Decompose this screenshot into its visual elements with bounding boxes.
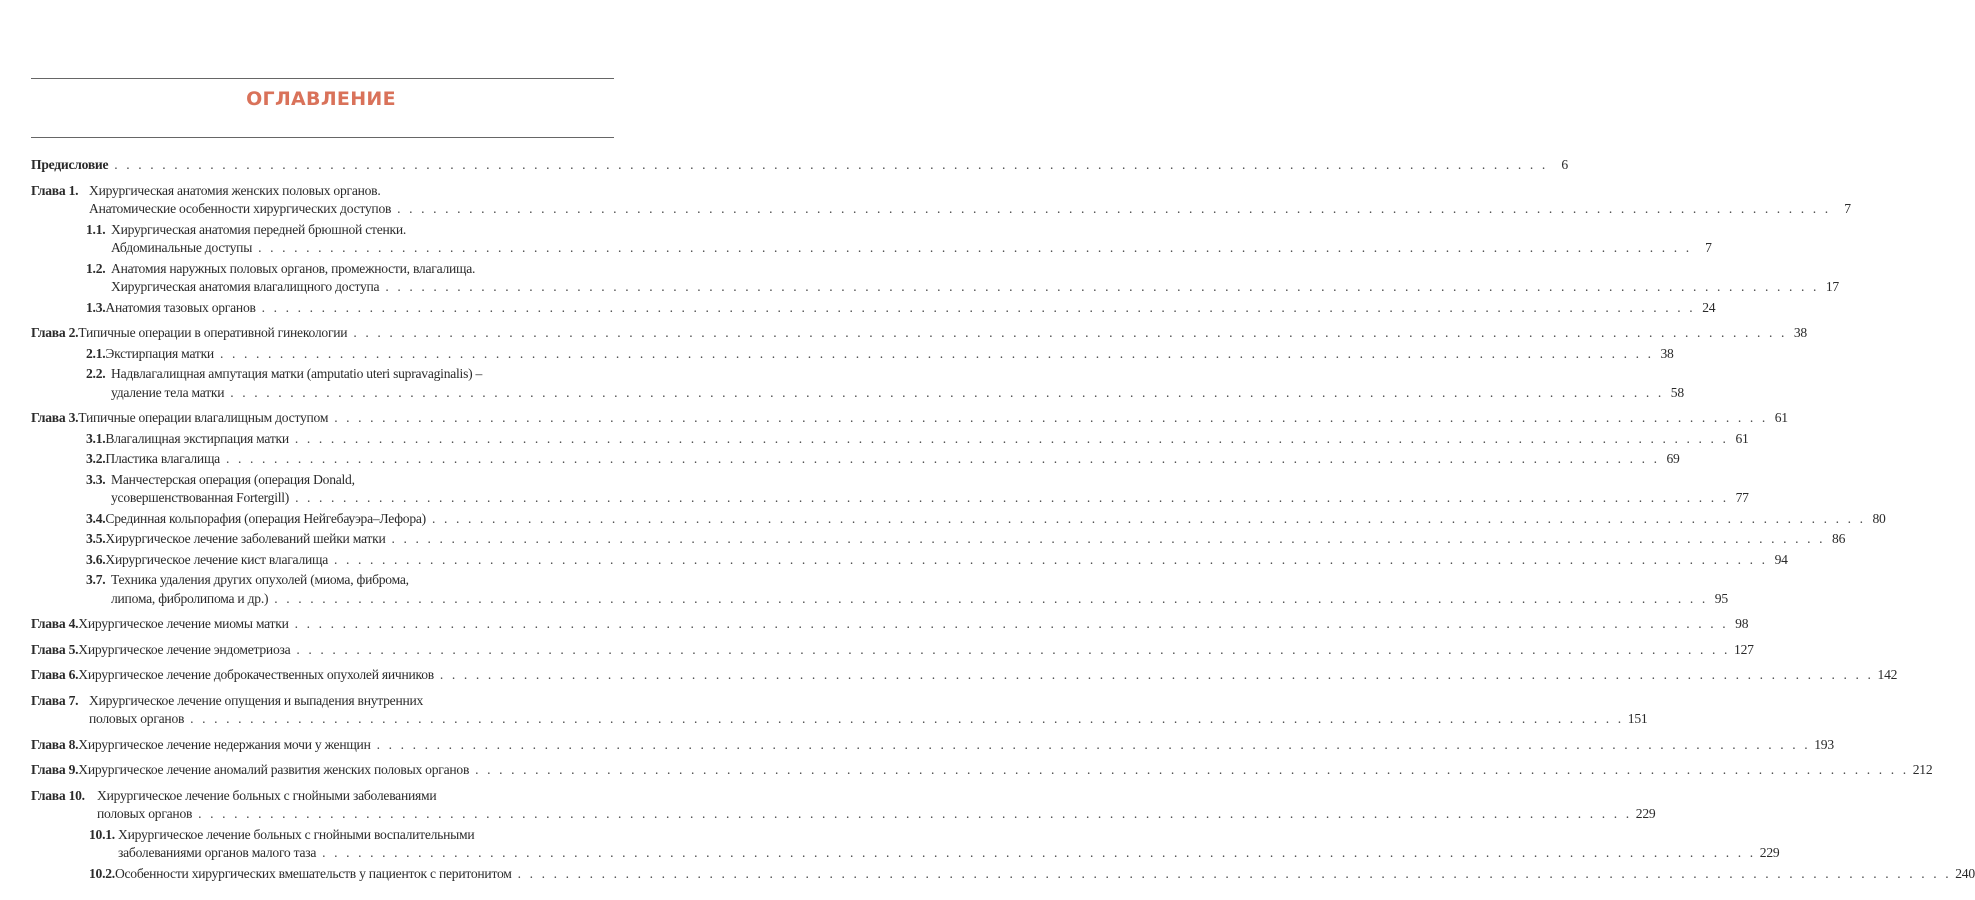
toc-line [31, 530, 1846, 549]
entry-number: 2.1. [86, 345, 106, 361]
toc-line [31, 615, 1749, 634]
page-number: 38 [1793, 325, 1807, 340]
dot-leader: . . . . . . . . . . . . . . . . . . . . . . . . . . . . . . . . . . . . . . . . . . . . . . . . . . . . . . . . . . . . . . . . . . . . . . . . . . . . . . . . . . . . . . . . . . . . . . . . . . . . . . . . . . . . . . . . . . . . . . . . [294, 430, 1729, 446]
page-number: 142 [1877, 667, 1898, 682]
page-number: 61 [1774, 410, 1788, 425]
toc-line [31, 510, 1886, 529]
entry-number: Глава 7. [31, 692, 79, 708]
entry-title-text: Хирургическое лечение доброкачественных опухолей яичников [78, 667, 434, 682]
toc-entry[interactable] [31, 345, 1674, 364]
toc-line [31, 489, 1749, 508]
toc-entry[interactable] [31, 736, 1834, 755]
entry-title-text: Техника удаления других опухолей (миома, фиброма, [111, 572, 409, 587]
entry-number: Глава 2. [31, 325, 79, 340]
entry-title-text: Анатомия наружных половых органов, промежности, влагалища. [111, 260, 476, 276]
entry-number: 10.2. [89, 865, 115, 881]
entry-title-text: Анатомические особенности хирургических доступов [89, 201, 392, 216]
page-number: 229 [1759, 845, 1780, 860]
toc-entry[interactable] [31, 641, 1754, 660]
toc-entry[interactable] [31, 156, 1568, 175]
dot-leader: . . . . . . . . . . . . . . . . . . . . . . . . . . . . . . . . . . . . . . . . . . . . . . . . . . . . . . . . . . . . . . . . . . . . . . . . . . . . . . . . . . . . . . . . . . . . . . . . . . . . . . . . . . . . . . . . . . . . . . . . [431, 510, 1866, 526]
entry-title: Предисловие [31, 157, 109, 172]
toc-line [31, 641, 1754, 660]
toc-line [31, 409, 1788, 428]
toc-line [31, 844, 1780, 863]
entry-number: 2.2. [86, 366, 106, 381]
page-number: 94 [1774, 551, 1788, 567]
dot-leader: . . . . . . . . . . . . . . . . . . . . . . . . . . . . . . . . . . . . . . . . . . . . . . . . . . . . . . . . . . . . . . . . . . . . . . . . . . . . . . . . . . . . . . . . . . . . . . . . . . . . . . . . . . . . . . . . . . . . . . . . [475, 762, 1909, 777]
entry-title-text: Хирургическое лечение опущения и выпадения внутренних [89, 692, 424, 708]
toc-line [31, 692, 614, 711]
page-number: 98 [1735, 616, 1749, 631]
toc-entry[interactable] [31, 182, 1851, 219]
entry-number: 3.5. [86, 531, 106, 546]
dot-leader: . . . . . . . . . . . . . . . . . . . . . . . . . . . . . . . . . . . . . . . . . . . . . . . . . . . . . . . . . . . . . . . . . . . . . . . . . . . . . . . . . . . . . . . . . . . . . . . . . . . . . . . . . . . . . . . . . . . . . . . . [258, 240, 1692, 255]
dot-leader: . . . . . . . . . . . . . . . . . . . . . . . . . . . . . . . . . . . . . . . . . . . . . . . . . . . . . . . . . . . . . . . . . . . . . . . . . . . . . . . . . . . . . . . . . . . . . . . . . . . . . . . . . . . . . . . . . . . . . . . . [295, 490, 1729, 505]
entry-number: 3.6. [86, 551, 106, 567]
dot-leader: . . . . . . . . . . . . . . . . . . . . . . . . . . . . . . . . . . . . . . . . . . . . . . . . . . . . . . . . . . . . . . . . . . . . . . . . . . . . . . . . . . . . . . . . . . . . . . . . . . . . . . . . . . . . . . . . . . . . . . . . [334, 551, 1768, 567]
dot-leader: . . . . . . . . . . . . . . . . . . . . . . . . . . . . . . . . . . . . . . . . . . . . . . . . . . . . . . . . . . . . . . . . . . . . . . . . . . . . . . . . . . . . . . . . . . . . . . . . . . . . . . . . . . . . . . . . . . . . . . . . [230, 384, 1664, 400]
page-number: 17 [1825, 279, 1839, 294]
page-number: 86 [1832, 531, 1846, 546]
page-number: 212 [1912, 762, 1933, 777]
entry-number: 1.3. [86, 299, 106, 315]
dot-leader: . . . . . . . . . . . . . . . . . . . . . . . . . . . . . . . . . . . . . . . . . . . . . . . . . . . . . . . . . . . . . . . . . . . . . . . . . . . . . . . . . . . . . . . . . . . . . . . . . . . . . . . . . . . . . . . . . . . . . . . . [296, 641, 1731, 657]
entry-title-text: Типичные операции в оперативной гинекологии [78, 325, 348, 340]
table-of-contents [31, 156, 1975, 885]
dot-leader: . . . . . . . . . . . . . . . . . . . . . . . . . . . . . . . . . . . . . . . . . . . . . . . . . . . . . . . . . . . . . . . . . . . . . . . . . . . . . . . . . . . . . . . . . . . . . . . . . . . . . . . . . . . . . . . . . . . . . . . . [385, 279, 1819, 294]
dot-leader: . . . . . . . . . . . . . . . . . . . . . . . . . . . . . . . . . . . . . . . . . . . . . . . . . . . . . . . . . . . . . . . . . . . . . . . . . . . . . . . . . . . . . . . . . . . . . . . . . . . . . . . . . . . . . . . . . . . . . . . . [322, 845, 1756, 860]
entry-number: Глава 4. [31, 616, 79, 631]
toc-entry[interactable] [31, 571, 1728, 608]
toc-line [31, 666, 1898, 685]
page-number: 127 [1734, 641, 1754, 657]
page-number: 6 [1561, 157, 1568, 172]
toc-entry[interactable] [31, 324, 1807, 343]
toc-entry[interactable] [31, 615, 1749, 634]
entry-title-text: Пластика влагалища [105, 451, 220, 466]
entry-title-text: Экстирпация матки [105, 345, 214, 361]
dot-leader: . . . . . . . . . . . . . . . . . . . . . . . . . . . . . . . . . . . . . . . . . . . . . . . . . . . . . . . . . . . . . . . . . . . . . . . . . . . . . . . . . . . . . . . . . . . . . . . . . . . . . . . . . . . . . . . . . . . . . . . . [334, 410, 1768, 425]
entry-title-text: Срединная кольпорафия (операция Нейгебауэра–Лефора) [105, 510, 426, 526]
entry-title-text: Хирургическое лечение кист влагалища [105, 551, 329, 567]
entry-title-text: Абдоминальные доступы [111, 240, 253, 255]
toc-line [31, 826, 614, 845]
entry-title-text: Хирургическое лечение недержания мочи у женщин [78, 736, 371, 752]
dot-leader: . . . . . . . . . . . . . . . . . . . . . . . . . . . . . . . . . . . . . . . . . . . . . . . . . . . . . . . . . . . . . . . . . . . . . . . . . . . . . . . . . . . . . . . . . . . . . . . . . . . . . . . . . . . . . . . . . . . . . . . . [198, 806, 1632, 821]
toc-entry[interactable] [31, 826, 1780, 863]
dot-leader: . . . . . . . . . . . . . . . . . . . . . . . . . . . . . . . . . . . . . . . . . . . . . . . . . . . . . . . . . . . . . . . . . . . . . . . . . . . . . . . . . . . . . . . . . . . . . . . . . . . . . . . . . . . . . . . . . . . . . . . . [397, 201, 1831, 216]
toc-line [31, 787, 614, 806]
toc-line [31, 324, 1807, 343]
toc-entry[interactable] [31, 666, 1898, 685]
page-number: 61 [1735, 430, 1749, 446]
entry-number: 3.3. [86, 471, 106, 487]
entry-title-text: Влагалищная экстирпация матки [105, 430, 289, 446]
toc-line [31, 365, 614, 384]
page-number: 80 [1872, 510, 1886, 526]
toc-line [31, 278, 1839, 297]
dot-leader: . . . . . . . . . . . . . . . . . . . . . . . . . . . . . . . . . . . . . . . . . . . . . . . . . . . . . . . . . . . . . . . . . . . . . . . . . . . . . . . . . . . . . . . . . . . . . . . . . . . . . . . . . . . . . . . . . . . . . . . . [190, 711, 1624, 726]
toc-line [31, 551, 1788, 570]
dot-leader: . . . . . . . . . . . . . . . . . . . . . . . . . . . . . . . . . . . . . . . . . . . . . . . . . . . . . . . . . . . . . . . . . . . . . . . . . . . . . . . . . . . . . . . . . . . . . . . . . . . . . . . . . . . . . . . . . . . . . . . . [517, 865, 1952, 881]
entry-number: 10.1. [89, 826, 115, 842]
toc-entry[interactable] [31, 365, 1684, 402]
toc-entry[interactable] [31, 692, 1648, 729]
entry-number: 3.2. [86, 451, 106, 466]
page-number: 95 [1714, 590, 1728, 606]
entry-title-text: половых органов [89, 711, 185, 726]
entry-title-text: Хирургическое лечение аномалий развития женских половых органов [78, 762, 470, 777]
entry-number: 3.1. [86, 430, 106, 446]
toc-line [31, 710, 1648, 729]
toc-entry[interactable] [31, 551, 1788, 570]
toc-line [31, 805, 1656, 824]
page-number: 58 [1670, 384, 1684, 400]
page-title: ОГЛАВЛЕНИЕ [246, 88, 396, 110]
page-number: 193 [1814, 736, 1834, 752]
entry-title-text: Хирургическое лечение эндометриоза [78, 641, 291, 657]
toc-entry[interactable] [31, 409, 1788, 428]
entry-title-text: Хирургическая анатомия женских половых органов. [89, 182, 381, 198]
toc-line [31, 736, 1834, 755]
page-number: 229 [1635, 806, 1656, 821]
toc-entry[interactable] [31, 450, 1680, 469]
dot-leader: . . . . . . . . . . . . . . . . . . . . . . . . . . . . . . . . . . . . . . . . . . . . . . . . . . . . . . . . . . . . . . . . . . . . . . . . . . . . . . . . . . . . . . . . . . . . . . . . . . . . . . . . . . . . . . . . . . . . . . . . [225, 451, 1660, 466]
entry-title-text: Хирургическое лечение миомы матки [78, 616, 289, 631]
toc-line [31, 761, 1933, 780]
toc-entry[interactable] [31, 430, 1749, 449]
dot-leader: . . . . . . . . . . . . . . . . . . . . . . . . . . . . . . . . . . . . . . . . . . . . . . . . . . . . . . . . . . . . . . . . . . . . . . . . . . . . . . . . . . . . . . . . . . . . . . . . . . . . . . . . . . . . . . . . . . . . . . . . [439, 667, 1874, 682]
toc-entry[interactable] [31, 787, 1656, 824]
page-number: 151 [1627, 711, 1648, 726]
entry-number: Глава 5. [31, 641, 79, 657]
entry-number: Глава 1. [31, 182, 79, 198]
toc-entry[interactable] [31, 260, 1839, 297]
toc-entry[interactable] [31, 221, 1712, 258]
toc-entry[interactable] [31, 761, 1933, 780]
toc-line [31, 182, 614, 201]
entry-title-text: Анатомия тазовых органов [105, 299, 256, 315]
toc-line [31, 471, 614, 490]
entry-title-text: Хирургическая анатомия передней брюшной стенки. [111, 221, 407, 237]
title-divider [31, 137, 614, 138]
toc-line [31, 590, 1728, 609]
toc-line [31, 221, 614, 240]
toc-line [31, 571, 614, 590]
top-divider [31, 78, 614, 79]
entry-number: 3.4. [86, 510, 106, 526]
page-number: 38 [1660, 345, 1674, 361]
dot-leader: . . . . . . . . . . . . . . . . . . . . . . . . . . . . . . . . . . . . . . . . . . . . . . . . . . . . . . . . . . . . . . . . . . . . . . . . . . . . . . . . . . . . . . . . . . . . . . . . . . . . . . . . . . . . . . . . . . . . . . . . [376, 736, 1811, 752]
toc-entry[interactable] [31, 299, 1716, 318]
toc-line [31, 156, 1568, 175]
dot-leader: . . . . . . . . . . . . . . . . . . . . . . . . . . . . . . . . . . . . . . . . . . . . . . . . . . . . . . . . . . . . . . . . . . . . . . . . . . . . . . . . . . . . . . . . . . . . . . . . . . . . . . . . . . . . . . . . . . . . . . . . [261, 299, 1696, 315]
entry-number: Глава 10. [31, 787, 85, 803]
entry-title-text: Надвлагалищная ампутация матки (amputatio uteri supravaginalis) – [111, 366, 483, 381]
entry-title-text: Хирургическое лечение больных с гнойными заболеваниями [97, 787, 437, 803]
page-number: 77 [1735, 490, 1749, 505]
page-number: 69 [1666, 451, 1680, 466]
entry-title-text: Особенности хирургических вмешательств у пациенток с перитонитом [114, 865, 512, 881]
entry-title-text: Хирургическое лечение больных с гнойными воспалительными [118, 826, 475, 842]
toc-line [31, 450, 1680, 469]
entry-number: Глава 6. [31, 667, 79, 682]
toc-entry[interactable] [31, 510, 1886, 529]
entry-number: 3.7. [86, 572, 106, 587]
dot-leader: . . . . . . . . . . . . . . . . . . . . . . . . . . . . . . . . . . . . . . . . . . . . . . . . . . . . . . . . . . . . . . . . . . . . . . . . . . . . . . . . . . . . . . . . . . . . . . . . . . . . . . . . . . . . . . . . . . . . . . . . [114, 157, 1548, 172]
entry-number: 1.1. [86, 221, 106, 237]
dot-leader: . . . . . . . . . . . . . . . . . . . . . . . . . . . . . . . . . . . . . . . . . . . . . . . . . . . . . . . . . . . . . . . . . . . . . . . . . . . . . . . . . . . . . . . . . . . . . . . . . . . . . . . . . . . . . . . . . . . . . . . . [353, 325, 1787, 340]
entry-title-text: половых органов [97, 806, 193, 821]
entry-number: Глава 8. [31, 736, 79, 752]
toc-entry[interactable] [31, 530, 1846, 549]
toc-line [31, 239, 1712, 258]
page-number: 7 [1844, 201, 1851, 216]
entry-title-text: Типичные операции влагалищным доступом [78, 410, 329, 425]
entry-number: 1.2. [86, 260, 106, 276]
toc-line [31, 200, 1851, 219]
dot-leader: . . . . . . . . . . . . . . . . . . . . . . . . . . . . . . . . . . . . . . . . . . . . . . . . . . . . . . . . . . . . . . . . . . . . . . . . . . . . . . . . . . . . . . . . . . . . . . . . . . . . . . . . . . . . . . . . . . . . . . . . [391, 531, 1826, 546]
toc-line [31, 384, 1684, 403]
toc-line [31, 430, 1749, 449]
toc-line [31, 260, 614, 279]
toc-line [31, 299, 1716, 318]
dot-leader: . . . . . . . . . . . . . . . . . . . . . . . . . . . . . . . . . . . . . . . . . . . . . . . . . . . . . . . . . . . . . . . . . . . . . . . . . . . . . . . . . . . . . . . . . . . . . . . . . . . . . . . . . . . . . . . . . . . . . . . . [294, 616, 1729, 631]
toc-line [31, 345, 1674, 364]
entry-number: Глава 9. [31, 762, 79, 777]
entry-title-text: удаление тела матки [111, 384, 225, 400]
toc-entry[interactable] [31, 471, 1749, 508]
page-number: 240 [1955, 865, 1975, 881]
page-number: 7 [1705, 240, 1712, 255]
dot-leader: . . . . . . . . . . . . . . . . . . . . . . . . . . . . . . . . . . . . . . . . . . . . . . . . . . . . . . . . . . . . . . . . . . . . . . . . . . . . . . . . . . . . . . . . . . . . . . . . . . . . . . . . . . . . . . . . . . . . . . . . [274, 590, 1708, 606]
entry-title-text: липома, фибролипома и др.) [111, 590, 269, 606]
entry-title-text: Хирургическая анатомия влагалищного доступа [111, 279, 380, 294]
toc-line [31, 865, 1975, 884]
entry-title-text: усовершенствованная Fortergill) [111, 490, 290, 505]
page-number: 24 [1702, 299, 1716, 315]
dot-leader: . . . . . . . . . . . . . . . . . . . . . . . . . . . . . . . . . . . . . . . . . . . . . . . . . . . . . . . . . . . . . . . . . . . . . . . . . . . . . . . . . . . . . . . . . . . . . . . . . . . . . . . . . . . . . . . . . . . . . . . . [219, 345, 1654, 361]
entry-title-text: Хирургическое лечение заболеваний шейки матки [105, 531, 386, 546]
toc-entry[interactable] [31, 865, 1975, 884]
entry-title-text: заболеваниями органов малого таза [118, 845, 317, 860]
entry-number: Глава 3. [31, 410, 79, 425]
entry-title-text: Манчестерская операция (операция Donald, [111, 471, 355, 487]
